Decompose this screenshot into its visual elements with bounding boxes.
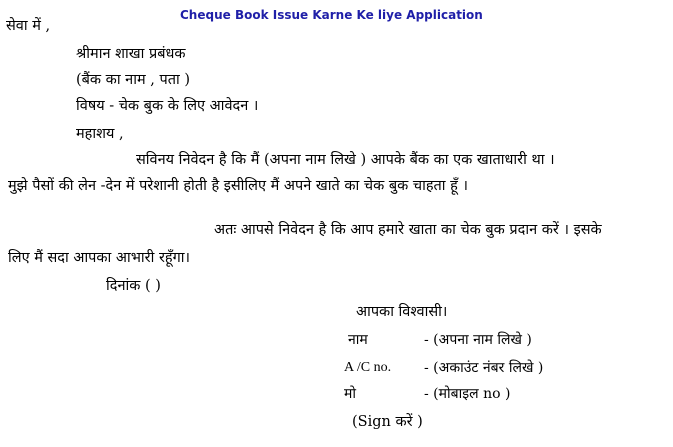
date-line: दिनांक ( ) <box>106 278 161 294</box>
subject-line: विषय - चेक बुक के लिए आवेदन । <box>76 98 259 114</box>
name-label: नाम <box>348 332 368 348</box>
closing: आपका विश्वासी। <box>356 304 448 320</box>
paragraph-1-line-2: मुझे पैसों की लेन -देन में परेशानी होती है इसीलिए मैं अपने खाते का चेक बुक चाहता हूँ । <box>8 178 468 194</box>
account-label: A /C no. <box>344 360 392 375</box>
page-title: Cheque Book Issue Karne Ke liye Application <box>180 8 483 22</box>
account-value: - (अकाउंट नंबर लिखे ) <box>424 360 544 376</box>
signature: (Sign करें ) <box>352 414 423 430</box>
recipient: श्रीमान शाखा प्रबंधक <box>76 46 186 62</box>
greeting: महाशय , <box>76 126 124 142</box>
name-value: - (अपना नाम लिखे ) <box>424 332 532 348</box>
salutation-to: सेवा में , <box>6 18 51 34</box>
paragraph-2-line-1: अतः आपसे निवेदन है कि आप हमारे खाता का चेक बुक प्रदान करें । इसके <box>214 222 602 238</box>
bank-details: (बैंक का नाम , पता ) <box>76 72 191 88</box>
mobile-label: मो <box>344 386 356 402</box>
paragraph-1-line-1: सविनय निवेदन है कि मैं (अपना नाम लिखे ) आपके बैंक का एक खाताधारी था । <box>136 152 555 168</box>
mobile-value: - (मोबाइल no ) <box>424 386 511 402</box>
paragraph-2-line-2: लिए मैं सदा आपका आभारी रहूँगा। <box>8 250 191 266</box>
